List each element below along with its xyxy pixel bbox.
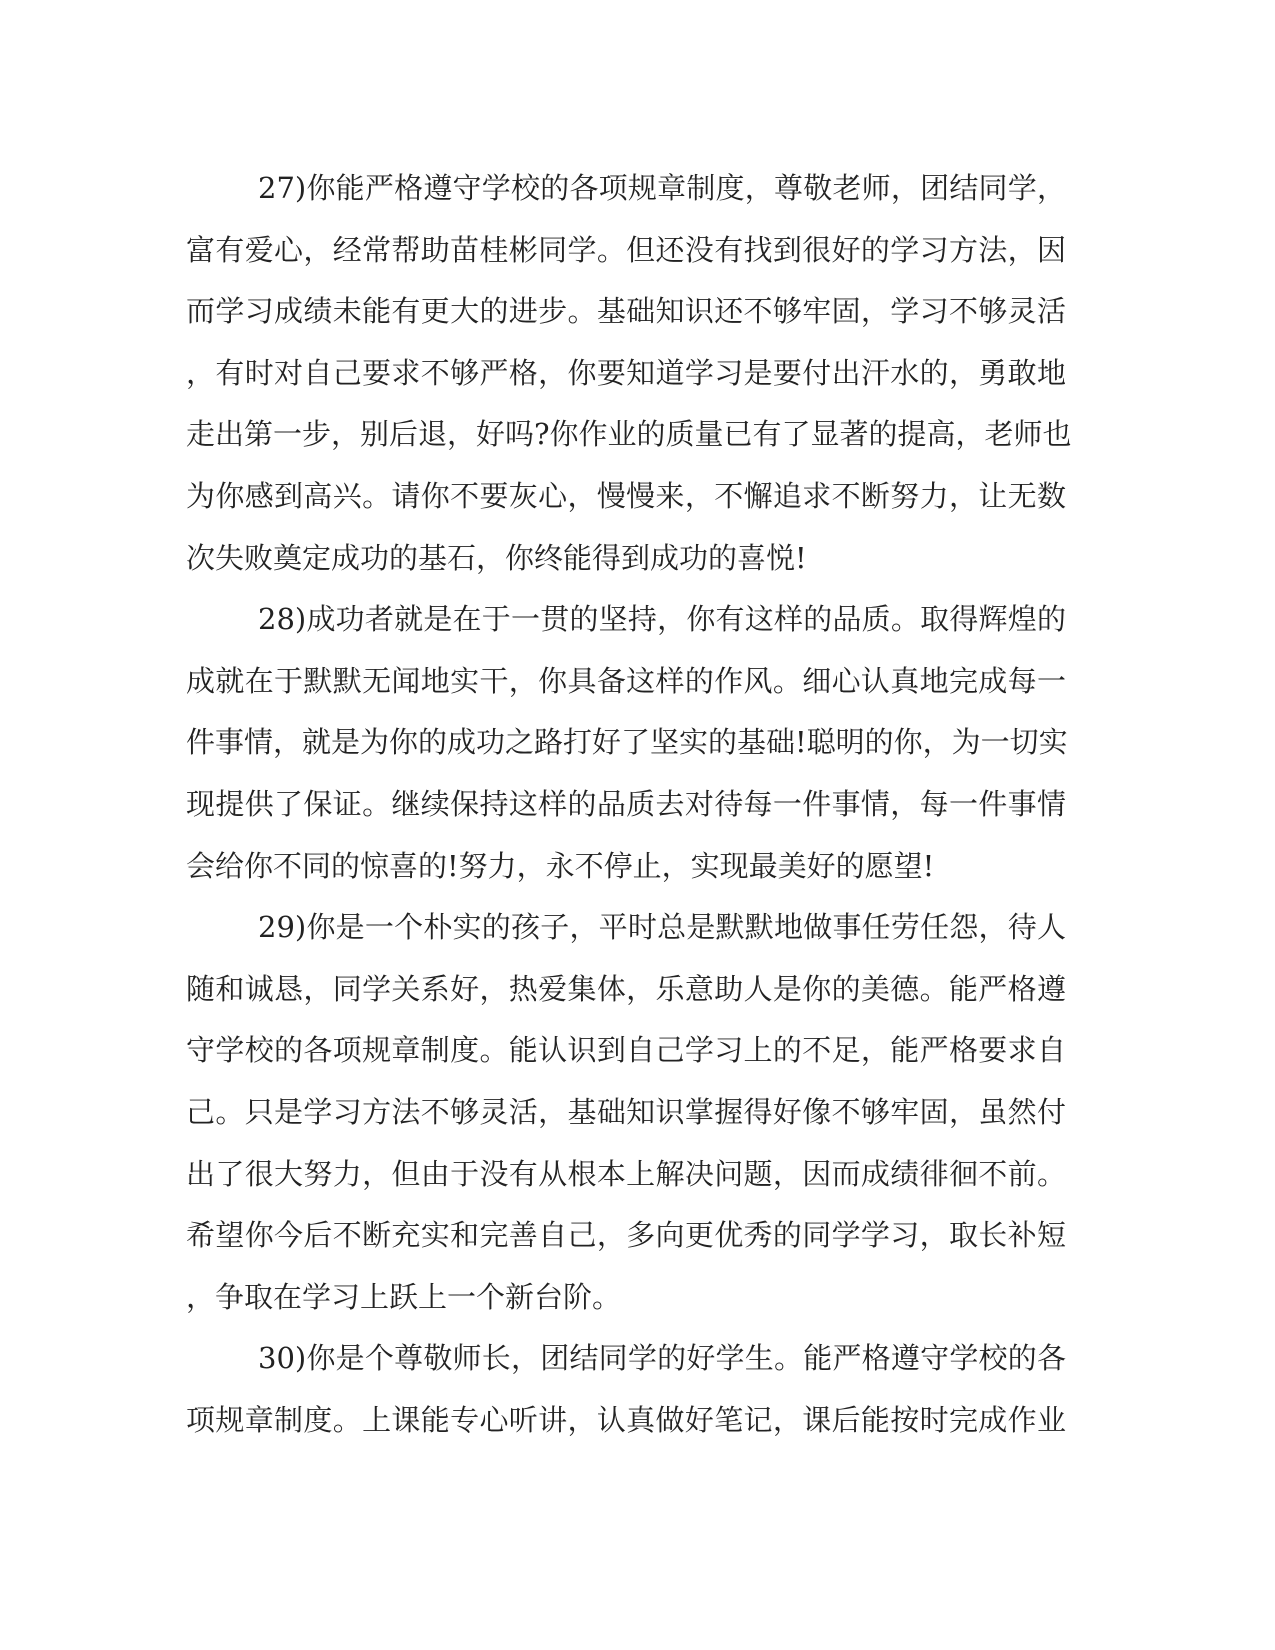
paragraph-27: [186, 158, 1072, 589]
paragraph-28: [186, 589, 1066, 897]
paragraph-line: 28)成功者就是在于一贯的坚持，你有这样的品质。取得辉煌的: [258, 602, 1066, 637]
paragraph-line: 出了很大努力，但由于没有从根本上解决问题，因而成绩徘徊不前。: [186, 1156, 1066, 1191]
paragraph-line: 29)你是一个朴实的孩子，平时总是默默地做事任劳任怨，待人: [258, 910, 1066, 945]
paragraph-line: ，有时对自己要求不够严格，你要知道学习是要付出汗水的，勇敢地: [186, 355, 1066, 390]
paragraph-29: [186, 897, 1066, 1328]
document-body: [186, 158, 1072, 1451]
paragraph-30: [186, 1328, 1066, 1451]
paragraph-line: 守学校的各项规章制度。能认识到自己学习上的不足，能严格要求自: [186, 1033, 1066, 1068]
paragraph-line: 己。只是学习方法不够灵活，基础知识掌握得好像不够牢固，虽然付: [186, 1094, 1066, 1129]
paragraph-line: 件事情，就是为你的成功之路打好了坚实的基础!聪明的你，为一切实: [186, 725, 1068, 760]
paragraph-line: 成就在于默默无闻地实干，你具备这样的作风。细心认真地完成每一: [186, 663, 1066, 698]
paragraph-line: 随和诚恳，同学关系好，热爱集体，乐意助人是你的美德。能严格遵: [186, 971, 1066, 1006]
paragraph-line: 27)你能严格遵守学校的各项规章制度，尊敬老师，团结同学，: [258, 171, 1066, 205]
paragraph-line: 为你感到高兴。请你不要灰心，慢慢来，不懈追求不断努力，让无数: [186, 478, 1066, 513]
paragraph-line: 希望你今后不断充实和完善自己，多向更优秀的同学学习，取长补短: [186, 1218, 1066, 1253]
paragraph-line: 走出第一步，别后退，好吗?你作业的质量已有了显著的提高，老师也: [186, 417, 1072, 452]
paragraph-line: 现提供了保证。继续保持这样的品质去对待每一件事情，每一件事情: [186, 786, 1066, 821]
paragraph-line: 30)你是个尊敬师长，团结同学的好学生。能严格遵守学校的各: [258, 1341, 1066, 1376]
paragraph-line: 项规章制度。上课能专心听讲，认真做好笔记，课后能按时完成作业: [186, 1402, 1066, 1437]
paragraph-line: 会给你不同的惊喜的!努力，永不停止，实现最美好的愿望!: [186, 848, 935, 883]
paragraph-line: ，争取在学习上跃上一个新台阶。: [186, 1279, 622, 1314]
paragraph-line: 而学习成绩未能有更大的进步。基础知识还不够牢固，学习不够灵活: [186, 294, 1066, 329]
paragraph-line: 富有爱心，经常帮助苗桂彬同学。但还没有找到很好的学习方法，因: [186, 232, 1066, 267]
paragraph-line: 次失败奠定成功的基石，你终能得到成功的喜悦!: [186, 540, 807, 575]
